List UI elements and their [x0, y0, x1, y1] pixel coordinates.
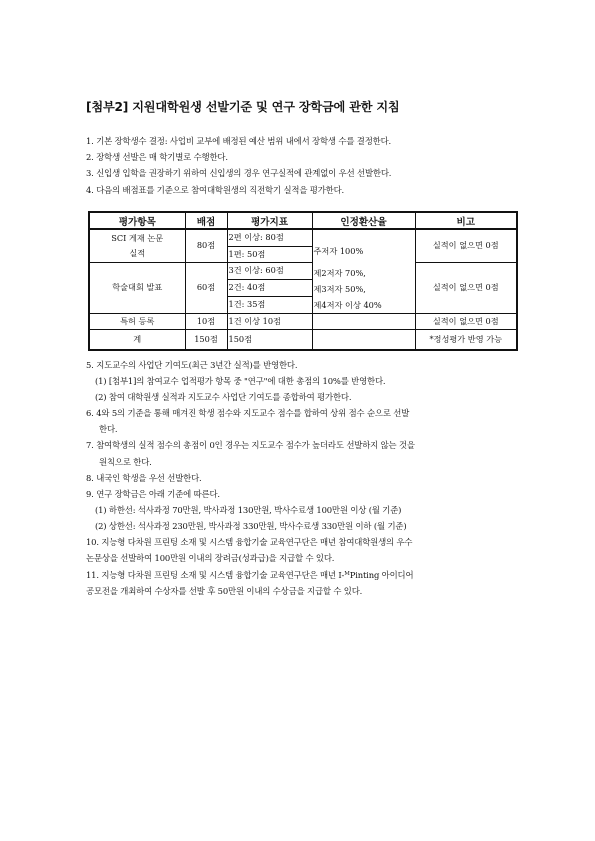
sci-indicator-1: 2편 이상: 80점: [227, 229, 312, 246]
sci-rate-cell: [312, 229, 415, 263]
patent-rate-cell: [312, 313, 415, 330]
conf-item-cell: 학술대회 발표: [89, 263, 185, 314]
list-subitem: (1) 하한선: 석사과정 70만원, 박사과정 130만원, 박사수료생 100만원 이상 (월 기준): [95, 504, 402, 515]
table-row: [89, 263, 517, 280]
item11-superscript: M: [344, 571, 350, 578]
list-item: [86, 566, 520, 583]
sci-rate-text: 주저자 100%: [313, 246, 364, 257]
scoring-table-wrapper: [88, 211, 516, 351]
list-item-continuation: 공모전을 개최하여 수상자를 선발 후 50만원 이내의 수상금을 지급할 수 있다.: [86, 586, 363, 597]
total-indicator-cell: 150점: [227, 330, 312, 351]
document-title: [첨부2] 지원대학원생 선발기준 및 연구 장학금에 관한 지침: [86, 100, 400, 114]
list-item: 5. 지도교수의 사업단 기여도(최근 3년간 실적)를 반영한다.: [86, 360, 298, 370]
total-note-cell: *정성평가 반영 가능: [415, 330, 517, 351]
total-score-cell: 150점: [185, 330, 227, 351]
list-item-continuation: 원칙으로 한다.: [99, 456, 152, 467]
list-item: 6. 4와 5의 기준을 통해 매겨진 학생 점수와 지도교수 점수를 합하여 상위 점수 순으로 선발: [86, 408, 410, 419]
item11-text-pre: 11. 지능형 다차원 프린팅 소재 및 시스템 융합기술 교육연구단은 매년 I-: [86, 570, 345, 581]
sci-indicator-2: 1편: 50점: [227, 246, 312, 263]
list-item: 4. 다음의 배점표를 기준으로 참여대학원생의 직전학기 실적을 평가한다.: [86, 184, 345, 195]
header-note: 비고: [415, 212, 517, 229]
table-row: [89, 330, 517, 351]
patent-indicator-cell: 1건 이상 10점: [227, 313, 312, 330]
sci-note-cell: 실적이 없으면 0점: [415, 229, 517, 263]
header-item: 평가항목: [89, 212, 185, 229]
table-header-row: [89, 212, 517, 229]
total-rate-cell: [312, 330, 415, 351]
patent-score-cell: 10점: [185, 313, 227, 330]
conf-indicator-1: 3건 이상: 60점: [227, 263, 312, 280]
header-indicator: 평가지표: [227, 212, 312, 229]
criteria-list-bottom: [86, 357, 520, 599]
sci-item-line2: 실적: [129, 248, 146, 259]
list-item-continuation: 논문상을 선발하여 100만원 이내의 장려금(성과급)을 지급할 수 있다.: [86, 553, 335, 564]
list-item: 9. 연구 장학금은 아래 기준에 따른다.: [86, 488, 220, 499]
conf-rate-line2: 제3저자 50%,: [313, 283, 366, 294]
criteria-list-top: [86, 133, 518, 198]
sci-item-cell: [89, 229, 185, 263]
item11-text-post: Pinting 아이디어: [349, 570, 414, 581]
header-score: 배점: [185, 212, 227, 229]
list-item: 10. 지능형 다차원 프린팅 소재 및 시스템 융합기술 교육연구단은 매년 참여대학원생의 우수: [86, 537, 413, 548]
list-subitem: (2) 참여 대학원생 실적과 지도교수 사업단 기여도를 종합하여 평가한다.: [95, 392, 352, 403]
table-row: [89, 229, 517, 246]
conf-indicator-3: 1건: 35점: [227, 296, 312, 313]
list-item-continuation: 한다.: [99, 424, 118, 435]
header-rate: 인정환산율: [312, 212, 415, 229]
patent-note-cell: 실적이 없으면 0점: [415, 313, 517, 330]
list-item: 1. 기본 장학생수 결정: 사업비 교부에 배정된 예산 범위 내에서 장학생 수를 결정한다.: [86, 136, 392, 146]
sci-score-cell: 80점: [185, 229, 227, 263]
conf-rate-line3: 제4저자 이상 40%: [313, 299, 382, 310]
list-item: 3. 신입생 입학을 권장하기 위하여 신입생의 경우 연구실적에 관계없이 우선 선발한다.: [86, 168, 392, 179]
conf-rate-line1: 제2저자 70%,: [313, 267, 366, 278]
sci-item-line1: SCI 게재 논문: [111, 232, 164, 243]
patent-item-cell: 특허 등록: [89, 313, 185, 330]
conf-score-cell: 60점: [185, 263, 227, 314]
list-subitem: (1) [첨부1]의 참여교수 업적평가 항목 중 "연구"에 대한 총점의 10%를 반영한다.: [95, 376, 386, 387]
total-item-cell: 계: [89, 330, 185, 351]
table-row: [89, 313, 517, 330]
scoring-table: [88, 211, 518, 351]
list-item: 2. 장학생 선발은 매 학기별로 수행한다.: [86, 152, 228, 163]
list-subitem: (2) 상한선: 석사과정 230만원, 박사과정 330만원, 박사수료생 330만원 이하 (월 기준): [95, 520, 407, 531]
list-item: 8. 내국인 학생을 우선 선발한다.: [86, 472, 202, 483]
conf-indicator-2: 2건: 40점: [227, 280, 312, 297]
conf-rate-cell: [312, 263, 415, 314]
list-item: 7. 참여학생의 실적 점수의 총점이 0인 경우는 지도교수 점수가 높더라도 선발하지 않는 것을: [86, 440, 415, 451]
conf-note-cell: 실적이 없으면 0점: [415, 263, 517, 314]
